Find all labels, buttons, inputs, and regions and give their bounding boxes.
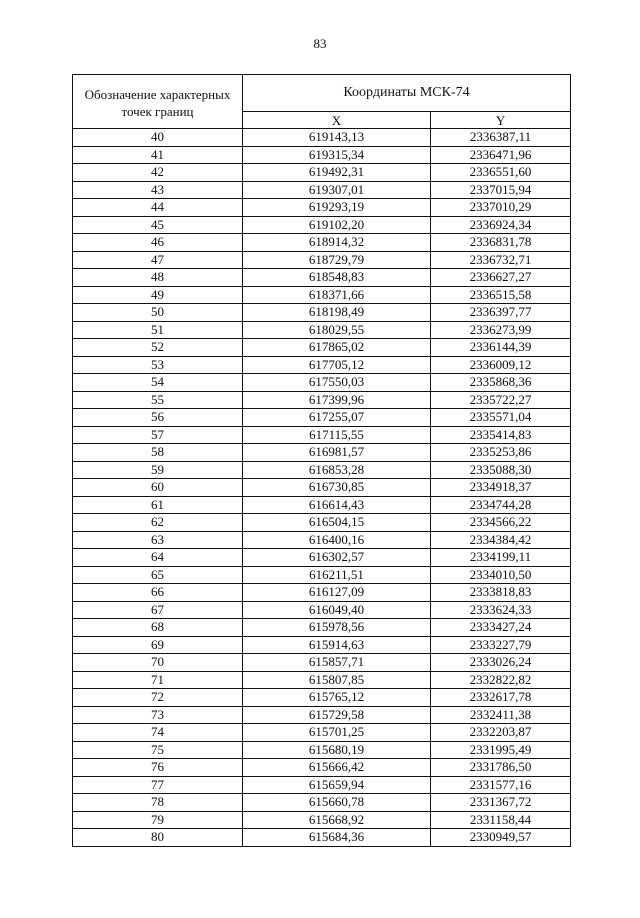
point-cell: 45 bbox=[73, 216, 243, 234]
x-coordinate-cell: 615668,92 bbox=[243, 811, 431, 829]
table-row bbox=[73, 496, 571, 514]
y-coordinate-cell: 2336515,58 bbox=[431, 286, 571, 304]
header-row-top bbox=[73, 75, 571, 112]
x-coordinate-cell: 615857,71 bbox=[243, 654, 431, 672]
x-coordinate-cell: 616730,85 bbox=[243, 479, 431, 497]
table-row bbox=[73, 339, 571, 357]
y-coordinate-cell: 2336387,11 bbox=[431, 129, 571, 147]
y-coordinate-cell: 2333818,83 bbox=[431, 584, 571, 602]
y-coordinate-cell: 2336144,39 bbox=[431, 339, 571, 357]
x-coordinate-cell: 618548,83 bbox=[243, 269, 431, 287]
point-cell: 43 bbox=[73, 181, 243, 199]
table-row bbox=[73, 724, 571, 742]
y-coordinate-cell: 2332203,87 bbox=[431, 724, 571, 742]
x-coordinate-cell: 617255,07 bbox=[243, 409, 431, 427]
x-coordinate-cell: 619293,19 bbox=[243, 199, 431, 217]
table-row bbox=[73, 374, 571, 392]
x-coordinate-cell: 616981,57 bbox=[243, 444, 431, 462]
x-coordinate-cell: 618729,79 bbox=[243, 251, 431, 269]
point-cell: 67 bbox=[73, 601, 243, 619]
point-label-header: Обозначение характерных точек границ bbox=[73, 75, 243, 129]
x-coordinate-cell: 616049,40 bbox=[243, 601, 431, 619]
x-coordinate-cell: 615914,63 bbox=[243, 636, 431, 654]
point-cell: 77 bbox=[73, 776, 243, 794]
table-row bbox=[73, 531, 571, 549]
point-cell: 48 bbox=[73, 269, 243, 287]
point-cell: 71 bbox=[73, 671, 243, 689]
y-coordinate-cell: 2331786,50 bbox=[431, 759, 571, 777]
table-row bbox=[73, 706, 571, 724]
x-coordinate-cell: 616853,28 bbox=[243, 461, 431, 479]
x-coordinate-cell: 615680,19 bbox=[243, 741, 431, 759]
table-body bbox=[73, 129, 571, 847]
table-row bbox=[73, 759, 571, 777]
point-cell: 41 bbox=[73, 146, 243, 164]
point-cell: 80 bbox=[73, 829, 243, 847]
y-coordinate-cell: 2333427,24 bbox=[431, 619, 571, 637]
point-cell: 53 bbox=[73, 356, 243, 374]
y-coordinate-cell: 2332617,78 bbox=[431, 689, 571, 707]
point-cell: 79 bbox=[73, 811, 243, 829]
point-cell: 49 bbox=[73, 286, 243, 304]
table-row bbox=[73, 286, 571, 304]
table-row bbox=[73, 601, 571, 619]
x-coordinate-cell: 619102,20 bbox=[243, 216, 431, 234]
x-coordinate-cell: 618198,49 bbox=[243, 304, 431, 322]
point-cell: 63 bbox=[73, 531, 243, 549]
y-coordinate-cell: 2336471,96 bbox=[431, 146, 571, 164]
table-row bbox=[73, 829, 571, 847]
table-row bbox=[73, 181, 571, 199]
x-coordinate-cell: 615978,56 bbox=[243, 619, 431, 637]
point-cell: 58 bbox=[73, 444, 243, 462]
table-row bbox=[73, 776, 571, 794]
y-coordinate-cell: 2332822,82 bbox=[431, 671, 571, 689]
y-coordinate-cell: 2336831,78 bbox=[431, 234, 571, 252]
table-header bbox=[73, 75, 571, 129]
x-coordinate-cell: 619307,01 bbox=[243, 181, 431, 199]
y-coordinate-cell: 2334010,50 bbox=[431, 566, 571, 584]
table-row bbox=[73, 216, 571, 234]
table-row bbox=[73, 426, 571, 444]
x-coordinate-cell: 615701,25 bbox=[243, 724, 431, 742]
y-coordinate-cell: 2331367,72 bbox=[431, 794, 571, 812]
table-row bbox=[73, 304, 571, 322]
table-row bbox=[73, 391, 571, 409]
table-row bbox=[73, 321, 571, 339]
point-cell: 57 bbox=[73, 426, 243, 444]
table-row bbox=[73, 549, 571, 567]
y-coordinate-cell: 2333026,24 bbox=[431, 654, 571, 672]
y-coordinate-cell: 2335088,30 bbox=[431, 461, 571, 479]
x-coordinate-cell: 617865,02 bbox=[243, 339, 431, 357]
table-row bbox=[73, 566, 571, 584]
y-coordinate-cell: 2337010,29 bbox=[431, 199, 571, 217]
point-cell: 59 bbox=[73, 461, 243, 479]
table-row bbox=[73, 689, 571, 707]
x-coordinate-cell: 616504,15 bbox=[243, 514, 431, 532]
point-cell: 72 bbox=[73, 689, 243, 707]
point-cell: 47 bbox=[73, 251, 243, 269]
x-coordinate-cell: 619143,13 bbox=[243, 129, 431, 147]
page-number: 83 bbox=[313, 36, 327, 51]
table-row bbox=[73, 619, 571, 637]
point-cell: 74 bbox=[73, 724, 243, 742]
x-coordinate-cell: 616211,51 bbox=[243, 566, 431, 584]
x-coordinate-cell: 617399,96 bbox=[243, 391, 431, 409]
x-coordinate-cell: 616302,57 bbox=[243, 549, 431, 567]
table-row bbox=[73, 811, 571, 829]
x-coordinate-cell: 617115,55 bbox=[243, 426, 431, 444]
y-coordinate-cell: 2333227,79 bbox=[431, 636, 571, 654]
point-cell: 75 bbox=[73, 741, 243, 759]
point-cell: 73 bbox=[73, 706, 243, 724]
point-cell: 61 bbox=[73, 496, 243, 514]
coordinates-group-header: Координаты МСК-74 bbox=[243, 75, 571, 112]
x-coordinate-cell: 615684,36 bbox=[243, 829, 431, 847]
table-row bbox=[73, 741, 571, 759]
x-coordinate-cell: 619492,31 bbox=[243, 164, 431, 182]
table-row bbox=[73, 269, 571, 287]
point-cell: 51 bbox=[73, 321, 243, 339]
point-cell: 70 bbox=[73, 654, 243, 672]
x-coordinate-cell: 618914,32 bbox=[243, 234, 431, 252]
x-coordinate-cell: 616400,16 bbox=[243, 531, 431, 549]
y-coordinate-cell: 2334384,42 bbox=[431, 531, 571, 549]
y-coordinate-cell: 2331158,44 bbox=[431, 811, 571, 829]
point-cell: 69 bbox=[73, 636, 243, 654]
y-coordinate-cell: 2334566,22 bbox=[431, 514, 571, 532]
table-row bbox=[73, 514, 571, 532]
y-coordinate-cell: 2335253,86 bbox=[431, 444, 571, 462]
y-coordinate-cell: 2330949,57 bbox=[431, 829, 571, 847]
x-coordinate-cell: 615729,58 bbox=[243, 706, 431, 724]
y-coordinate-cell: 2336273,99 bbox=[431, 321, 571, 339]
table-row bbox=[73, 794, 571, 812]
y-coordinate-cell: 2336732,71 bbox=[431, 251, 571, 269]
x-coordinate-cell: 615660,78 bbox=[243, 794, 431, 812]
table-row bbox=[73, 584, 571, 602]
y-coordinate-cell: 2336627,27 bbox=[431, 269, 571, 287]
table-row bbox=[73, 164, 571, 182]
y-coordinate-cell: 2331577,16 bbox=[431, 776, 571, 794]
table-row bbox=[73, 251, 571, 269]
point-cell: 55 bbox=[73, 391, 243, 409]
point-cell: 54 bbox=[73, 374, 243, 392]
x-coordinate-cell: 619315,34 bbox=[243, 146, 431, 164]
y-coordinate-cell: 2337015,94 bbox=[431, 181, 571, 199]
point-cell: 68 bbox=[73, 619, 243, 637]
y-coordinate-cell: 2335868,36 bbox=[431, 374, 571, 392]
point-cell: 62 bbox=[73, 514, 243, 532]
x-coordinate-cell: 616127,09 bbox=[243, 584, 431, 602]
y-coordinate-cell: 2334744,28 bbox=[431, 496, 571, 514]
point-cell: 66 bbox=[73, 584, 243, 602]
table-row bbox=[73, 199, 571, 217]
table-row bbox=[73, 129, 571, 147]
table-row bbox=[73, 671, 571, 689]
x-coordinate-cell: 615659,94 bbox=[243, 776, 431, 794]
table-row bbox=[73, 409, 571, 427]
x-coordinate-cell: 615765,12 bbox=[243, 689, 431, 707]
y-coordinate-cell: 2334918,37 bbox=[431, 479, 571, 497]
y-coordinate-cell: 2335571,04 bbox=[431, 409, 571, 427]
point-cell: 42 bbox=[73, 164, 243, 182]
point-cell: 46 bbox=[73, 234, 243, 252]
point-cell: 44 bbox=[73, 199, 243, 217]
point-cell: 60 bbox=[73, 479, 243, 497]
table-row bbox=[73, 654, 571, 672]
x-coordinate-cell: 615666,42 bbox=[243, 759, 431, 777]
y-column-header: Y bbox=[431, 112, 571, 129]
coordinates-table bbox=[72, 74, 571, 847]
x-coordinate-cell: 616614,43 bbox=[243, 496, 431, 514]
y-coordinate-cell: 2336924,34 bbox=[431, 216, 571, 234]
y-coordinate-cell: 2331995,49 bbox=[431, 741, 571, 759]
point-cell: 50 bbox=[73, 304, 243, 322]
y-coordinate-cell: 2336009,12 bbox=[431, 356, 571, 374]
point-cell: 56 bbox=[73, 409, 243, 427]
y-coordinate-cell: 2335414,83 bbox=[431, 426, 571, 444]
y-coordinate-cell: 2336397,77 bbox=[431, 304, 571, 322]
table-row bbox=[73, 146, 571, 164]
table-row bbox=[73, 356, 571, 374]
table-row bbox=[73, 444, 571, 462]
table-row bbox=[73, 636, 571, 654]
y-coordinate-cell: 2334199,11 bbox=[431, 549, 571, 567]
x-coordinate-cell: 618371,66 bbox=[243, 286, 431, 304]
point-cell: 76 bbox=[73, 759, 243, 777]
point-cell: 64 bbox=[73, 549, 243, 567]
y-coordinate-cell: 2332411,38 bbox=[431, 706, 571, 724]
y-coordinate-cell: 2333624,33 bbox=[431, 601, 571, 619]
point-cell: 52 bbox=[73, 339, 243, 357]
x-coordinate-cell: 617550,03 bbox=[243, 374, 431, 392]
point-cell: 40 bbox=[73, 129, 243, 147]
y-coordinate-cell: 2336551,60 bbox=[431, 164, 571, 182]
point-cell: 65 bbox=[73, 566, 243, 584]
y-coordinate-cell: 2335722,27 bbox=[431, 391, 571, 409]
x-coordinate-cell: 615807,85 bbox=[243, 671, 431, 689]
point-cell: 78 bbox=[73, 794, 243, 812]
x-column-header: X bbox=[243, 112, 431, 129]
table-row bbox=[73, 479, 571, 497]
x-coordinate-cell: 618029,55 bbox=[243, 321, 431, 339]
table-row bbox=[73, 234, 571, 252]
x-coordinate-cell: 617705,12 bbox=[243, 356, 431, 374]
table-row bbox=[73, 461, 571, 479]
